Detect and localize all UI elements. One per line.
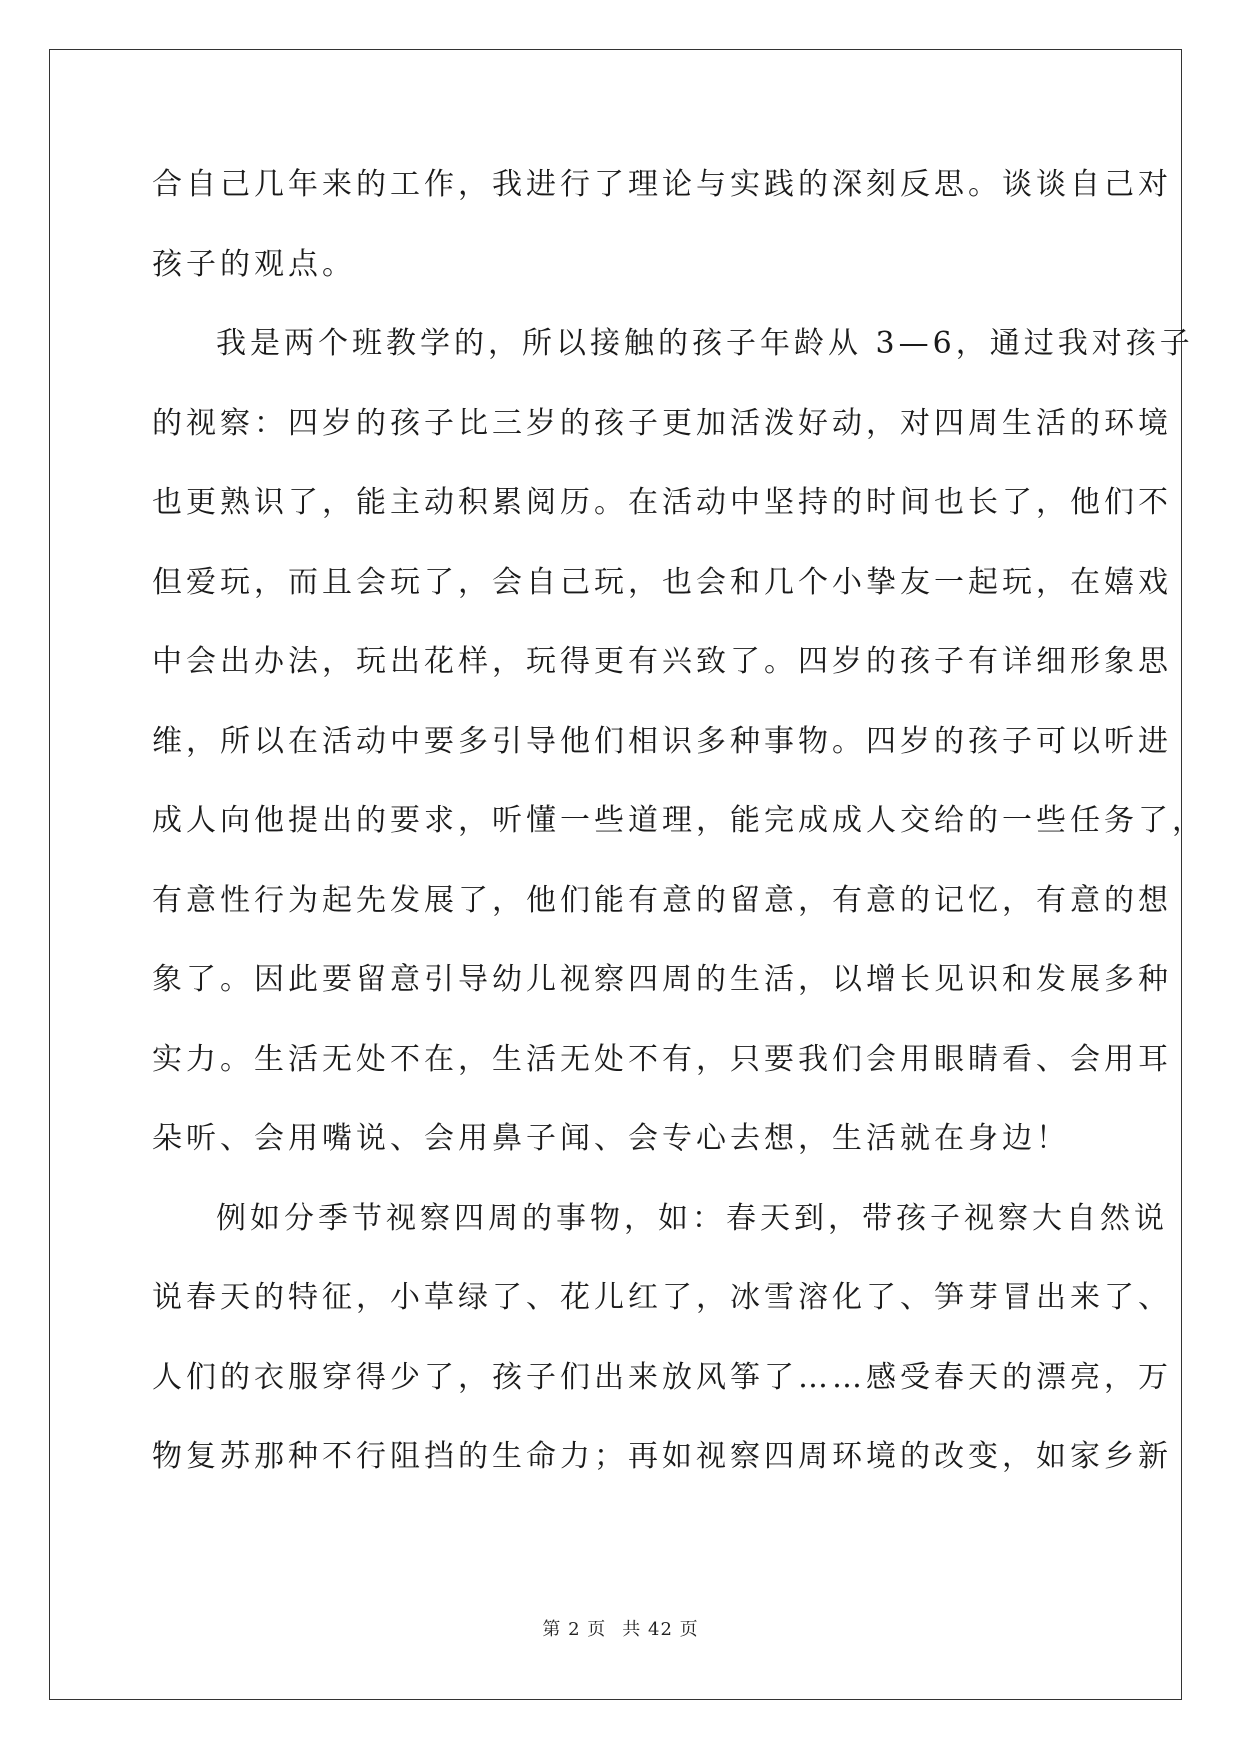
body-line: 象了。因此要留意引导幼儿视察四周的生活，以增长见识和发展多种 bbox=[152, 962, 1172, 997]
paragraph-start-line: 我是两个班教学的，所以接触的孩子年龄从 3—6，通过我对孩子 bbox=[216, 326, 1194, 361]
page-total: 共 42 页 bbox=[622, 1619, 699, 1640]
body-line: 说春天的特征，小草绿了、花儿红了，冰雪溶化了、笋芽冒出来了、 bbox=[152, 1280, 1172, 1315]
body-line: 但爱玩，而且会玩了，会自己玩，也会和几个小挚友一起玩，在嬉戏 bbox=[152, 564, 1172, 600]
body-line: 朵听、会用嘴说、会用鼻子闻、会专心去想，生活就在身边！ bbox=[152, 1121, 1070, 1156]
body-line: 人们的衣服穿得少了，孩子们出来放风筝了……感受春天的漂亮，万 bbox=[152, 1359, 1172, 1395]
paragraph-start-line: 例如分季节视察四周的事物，如：春天到，带孩子视察大自然说 bbox=[216, 1200, 1168, 1236]
body-line: 有意性行为起先发展了，他们能有意的留意，有意的记忆，有意的想 bbox=[152, 882, 1172, 918]
body-line: 物复苏那种不行阻挡的生命力；再如视察四周环境的改变，如家乡新 bbox=[152, 1439, 1172, 1474]
body-line: 合自己几年来的工作，我进行了理论与实践的深刻反思。谈谈自己对 bbox=[152, 167, 1172, 202]
document-body bbox=[152, 160, 1206, 1512]
body-line: 中会出办法，玩出花样，玩得更有兴致了。四岁的孩子有详细形象思 bbox=[152, 644, 1172, 679]
page-number: 第 2 页 bbox=[542, 1619, 607, 1640]
body-line: 维，所以在活动中要多引导他们相识多种事物。四岁的孩子可以听进 bbox=[152, 723, 1172, 759]
body-line: 实力。生活无处不在，生活无处不有，只要我们会用眼睛看、会用耳 bbox=[152, 1041, 1172, 1077]
body-line: 也更熟识了，能主动积累阅历。在活动中坚持的时间也长了，他们不 bbox=[152, 485, 1172, 520]
page-footer bbox=[0, 1615, 1241, 1641]
body-line: 孩子的观点。 bbox=[152, 246, 356, 282]
body-line: 的视察：四岁的孩子比三岁的孩子更加活泼好动，对四周生活的环境 bbox=[152, 405, 1172, 441]
body-line: 成人向他提出的要求，听懂一些道理，能完成成人交给的一些任务了， bbox=[152, 803, 1206, 838]
